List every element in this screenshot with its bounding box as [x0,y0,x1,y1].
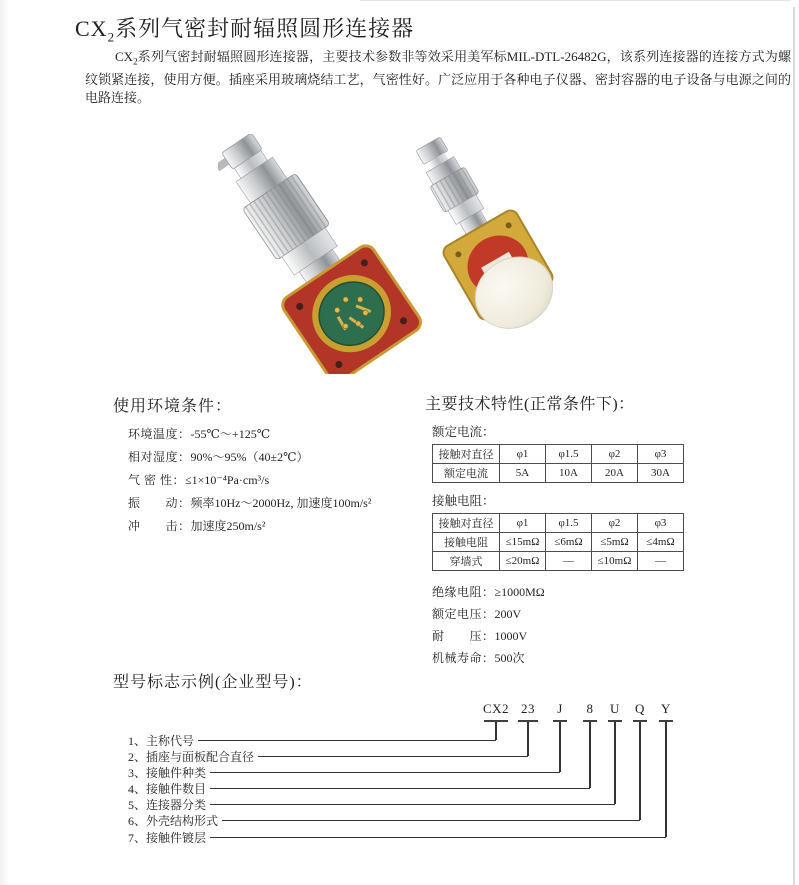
contact-resistance-table [432,513,684,571]
table-cell: ≤10mΩ [592,552,638,571]
spec-label: 额定电压： [432,607,495,621]
connector-line-horizontal [198,740,496,741]
table-header-cell: φ1.5 [546,445,592,464]
spec-withstand-voltage [432,625,687,647]
code-part-contact-type: J [557,701,563,716]
spec-value: 200V [494,607,522,621]
tech-specs-section [425,391,687,669]
right-connector-illustration [392,134,568,343]
table-row [433,533,684,552]
diagram-label: 4、接触件数目 [128,781,207,796]
connector-line-horizontal [258,756,528,757]
diagram-label-row-7 [128,829,666,845]
connector-line-horizontal [210,804,615,805]
spec-label: 环境温度： [128,427,191,441]
env-heading: 使用环境条件： [113,398,233,415]
diagram-label-row-6 [128,812,640,828]
connector-line-vertical [614,722,616,804]
env-item-humidity [128,446,428,469]
env-item-vibration [128,492,428,515]
table-cell: ≤5mΩ [592,533,638,552]
title-prefix: CX [75,16,108,41]
spec-label: 冲 击： [128,519,191,533]
table-header-cell: φ3 [638,514,684,533]
env-item-hermeticity [128,469,428,492]
connector-line-vertical [665,722,667,837]
table-header-cell: φ2 [592,514,638,533]
title-rest: 系列气密封耐辐照圆形连接器 [115,16,415,41]
left-connector-illustration [218,134,424,374]
table-cell: — [638,552,684,571]
spec-label: 耐 压： [432,629,495,643]
table-cell: ≤15mΩ [500,533,546,552]
diagram-label: 6、外壳结构形式 [128,813,219,828]
spec-label: 绝缘电阻： [432,585,495,599]
table-header-cell: φ1.5 [546,514,592,533]
env-item-shock [128,515,428,538]
code-part-panel-diameter: 23 [521,701,535,716]
spec-rated-voltage [432,603,687,625]
page-left-edge-shade [0,0,9,885]
page-right-edge-line [793,7,795,885]
table-cell: 穿墙式 [433,552,500,571]
rated-current-label: 额定电流： [432,425,495,439]
rated-current-table [432,444,684,483]
table-header-cell: 接触对直径 [433,445,500,464]
env-rows [128,423,428,538]
table-cell: 30A [638,464,684,483]
diagram-label: 1、主称代号 [128,733,195,748]
diagram-label: 5、连接器分类 [128,797,207,812]
table-header-cell: 接触对直径 [433,514,500,533]
diagram-label-row-1 [128,732,496,748]
table-header-cell: φ3 [638,445,684,464]
product-photo [218,134,582,374]
table-row [433,464,684,483]
spec-insulation-resistance [432,581,687,603]
table-cell: 接触电阻 [433,533,500,552]
connector-line-horizontal [210,788,590,789]
tech-heading: 主要技术特性(正常条件下)： [425,396,635,413]
diagram-label: 7、接触件镀层 [128,830,207,845]
diagram-label: 3、接触件种类 [128,765,207,780]
spec-value: 加速度250m/s² [190,519,266,533]
spec-label: 机械寿命： [432,651,495,665]
spec-mechanical-life [432,647,687,669]
page-title [75,12,414,45]
spec-value: ≥1000MΩ [494,585,545,599]
code-part-shell-style: Q [635,701,645,716]
connector-line-vertical [589,722,591,788]
intro-paragraph [85,48,791,106]
connector-line-horizontal [210,837,666,838]
diagram-label-row-2 [128,748,528,764]
table-row [433,552,684,571]
code-part-plating: Y [661,701,671,716]
table-cell: ≤6mΩ [546,533,592,552]
spec-value: 1000V [494,629,528,643]
diagram-label: 2、插座与面板配合直径 [128,749,255,764]
spec-label: 相对湿度： [128,450,191,464]
model-example-diagram [85,700,697,850]
page-top-edge-line [360,0,791,1]
spec-label: 气 密 性： [128,473,186,487]
table-cell: 5A [500,464,546,483]
table-cell: ≤20mΩ [500,552,546,571]
table-row [433,445,684,464]
model-example-heading: 型号标志示例(企业型号)： [113,674,313,691]
spec-value: 500次 [494,651,525,665]
connector-line-horizontal [222,820,640,821]
env-item-temperature [128,423,428,446]
tech-specs-list [432,581,687,669]
table-cell: 20A [592,464,638,483]
table-cell: 额定电流 [433,464,500,483]
diagram-label-row-3 [128,764,560,780]
contact-resistance-label: 接触电阻： [432,494,495,508]
code-part-main-designation: CX2 [482,701,510,716]
table-row [433,514,684,533]
table-cell: ≤4mΩ [638,533,684,552]
intro-subscript: 2 [133,56,138,67]
diagram-label-row-4 [128,780,590,796]
connector-photo-illustration [218,134,582,374]
title-subscript: 2 [107,29,116,45]
connector-line-horizontal [210,772,560,773]
spec-value: 90%～95%（40±2℃） [190,450,309,464]
env-conditions-section [113,393,428,538]
spec-value: ≤1×10⁻⁴Pa·cm³/s [185,473,270,487]
spec-value: 频率10Hz～2000Hz, 加速度100m/s² [190,496,372,510]
table-header-cell: φ1 [500,514,546,533]
spec-label: 振 动： [128,496,191,510]
intro-rest: 系列气密封耐辐照圆形连接器，主要技术参数非等效采用美军标MIL-DTL-26482G，该系列连接器的连接方式为螺纹锁紧连接，使用方便。插座采用玻璃烧结工艺，气密性好。广泛应用于各种电子仪器、密封容器的电子设备与电源之间的电路连接。 [85,49,791,105]
diagram-label-row-5 [128,796,615,812]
connector-line-vertical [639,722,641,820]
spec-value: -55℃～+125℃ [190,427,271,441]
table-header-cell: φ2 [592,445,638,464]
table-cell: — [546,552,592,571]
table-header-cell: φ1 [500,445,546,464]
intro-prefix: CX [115,49,134,64]
code-part-connector-class: U [610,701,620,716]
table-cell: 10A [546,464,592,483]
code-part-contact-count: 8 [586,701,594,716]
